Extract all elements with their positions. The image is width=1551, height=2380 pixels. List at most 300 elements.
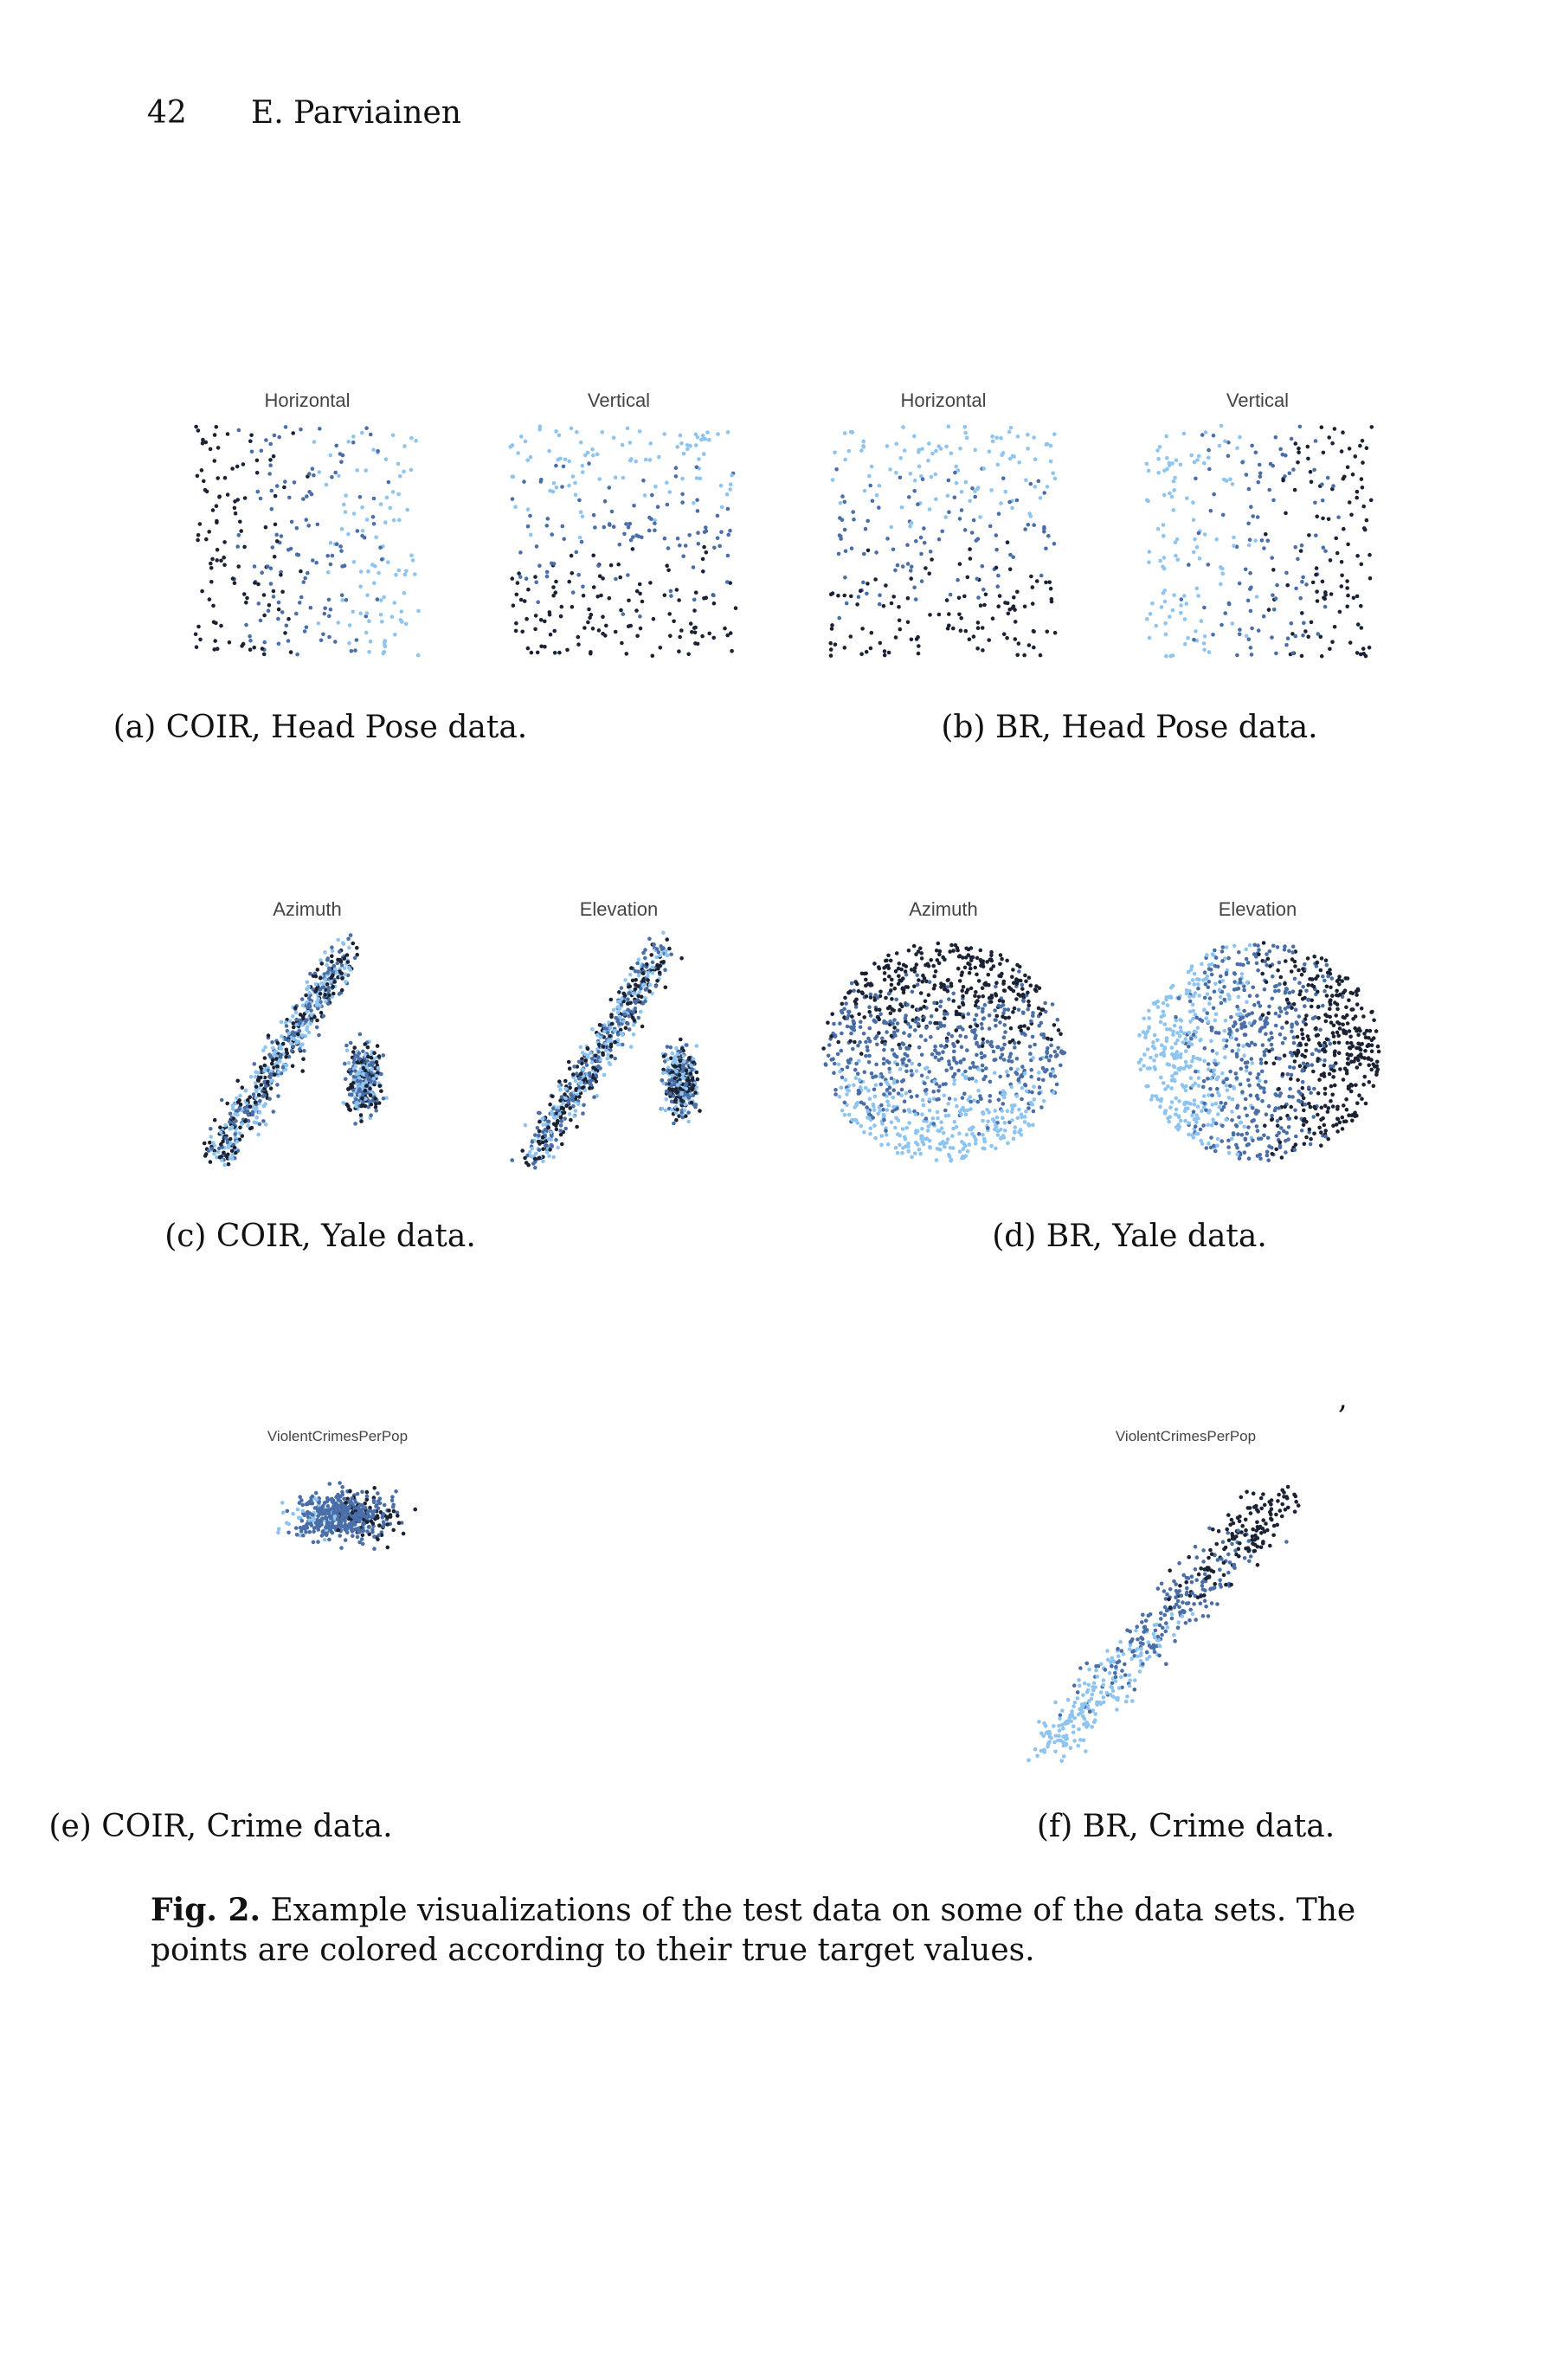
scatter-point xyxy=(1235,447,1239,451)
scatter-point xyxy=(998,962,1002,967)
scatter-point xyxy=(891,1088,896,1092)
scatter-point xyxy=(347,946,351,950)
scatter-point xyxy=(565,648,570,653)
scatter-point xyxy=(551,1106,556,1110)
scatter-point xyxy=(979,949,983,953)
scatter-point xyxy=(1298,425,1303,429)
scatter-point xyxy=(568,1082,572,1086)
scatter-point xyxy=(988,449,992,453)
scatter-point xyxy=(1313,501,1317,505)
scatter-point xyxy=(866,1110,870,1114)
scatter-point xyxy=(1342,1103,1346,1108)
scatter-point xyxy=(1001,1011,1006,1015)
scatter-point xyxy=(963,431,968,435)
scatter-point xyxy=(267,608,271,613)
scatter-point xyxy=(276,1094,280,1098)
scatter-point xyxy=(1237,1048,1241,1052)
scatter-point xyxy=(391,434,396,438)
scatter-point xyxy=(602,525,607,530)
scatter-point xyxy=(700,634,705,639)
scatter-point xyxy=(916,1142,920,1147)
scatter-point xyxy=(672,620,676,624)
scatter-point xyxy=(734,606,738,610)
scatter-point xyxy=(1017,969,1021,974)
scatter-point xyxy=(216,446,221,450)
scatter-point xyxy=(217,495,222,499)
scatter-point xyxy=(267,1033,271,1038)
scatter-point xyxy=(898,1046,903,1051)
scatter-point xyxy=(1368,576,1373,581)
scatter-point xyxy=(369,1084,373,1088)
scatter-point xyxy=(1338,610,1342,614)
scatter-point xyxy=(332,964,337,968)
scatter-point xyxy=(382,1097,386,1101)
scatter-point xyxy=(1059,1050,1064,1054)
scatter-point xyxy=(1001,1116,1005,1120)
scatter-point xyxy=(557,651,562,655)
scatter-point xyxy=(1340,560,1344,564)
scatter-point xyxy=(930,475,934,479)
scatter-point xyxy=(1031,585,1035,589)
scatter-point xyxy=(1185,496,1189,500)
scatter-point xyxy=(981,1110,985,1115)
scatter-point xyxy=(922,1142,926,1147)
scatter-point xyxy=(910,521,914,525)
scatter-point xyxy=(859,1085,863,1090)
scatter-point xyxy=(953,496,957,500)
scatter-point xyxy=(571,1072,576,1077)
scatter-point xyxy=(1056,1046,1060,1051)
scatter-point xyxy=(687,533,692,537)
scatter-point xyxy=(1011,454,1015,459)
scatter-point xyxy=(669,1045,673,1050)
scatter-point xyxy=(1309,1142,1313,1147)
scatter-point xyxy=(557,1084,562,1089)
scatter-point xyxy=(947,425,951,429)
scatter-point xyxy=(1029,983,1033,987)
scatter-point xyxy=(385,496,389,500)
scatter-point xyxy=(1245,473,1249,477)
scatter-point xyxy=(911,1005,915,1009)
scatter-point xyxy=(196,428,201,433)
scatter-point xyxy=(844,1077,848,1082)
scatter-point xyxy=(587,608,591,612)
scatter-point xyxy=(329,453,333,458)
scatter-point xyxy=(864,1054,868,1058)
scatter-point xyxy=(1041,1066,1046,1071)
scatter-point xyxy=(1259,1061,1264,1065)
scatter-point xyxy=(873,1095,878,1099)
scatter-point xyxy=(949,1066,954,1071)
scatter-point xyxy=(1253,538,1258,543)
scatter-point xyxy=(984,1066,988,1071)
scatter-point xyxy=(511,576,515,581)
scatter-point xyxy=(1023,1032,1027,1037)
scatter-point xyxy=(292,1045,296,1049)
scatter-point xyxy=(1207,963,1212,968)
scatter-point xyxy=(982,1137,987,1142)
scatter-point xyxy=(591,554,595,558)
scatter-point xyxy=(267,472,272,476)
scatter-point xyxy=(1196,1104,1200,1109)
scatter-point xyxy=(861,581,866,585)
scatter-point xyxy=(1329,1099,1333,1103)
scatter-point xyxy=(632,1032,636,1037)
scatter-point xyxy=(577,1095,582,1099)
scatter-point xyxy=(904,969,908,974)
scatter-point xyxy=(271,1046,275,1051)
scatter-point xyxy=(894,1146,898,1150)
scatter-point xyxy=(981,466,986,471)
scatter-point xyxy=(1267,1038,1271,1042)
scatter-point xyxy=(1301,997,1305,1001)
scatter-point xyxy=(379,502,383,506)
scatter-point xyxy=(280,590,285,595)
scatter-point xyxy=(329,541,333,545)
scatter-point xyxy=(351,942,356,946)
scatter-point xyxy=(1180,1019,1184,1023)
scatter-point xyxy=(400,620,404,624)
scatter-point xyxy=(901,1061,905,1065)
scatter-point xyxy=(956,1069,961,1073)
scatter-point xyxy=(951,1127,956,1131)
scatter-point xyxy=(670,1100,674,1104)
scatter-point xyxy=(1020,987,1025,991)
scatter-point xyxy=(989,1000,994,1004)
scatter-point xyxy=(887,651,891,655)
scatter-point xyxy=(993,1071,997,1075)
scatter-point xyxy=(685,447,690,452)
scatter-point xyxy=(338,949,342,954)
scatter-point xyxy=(595,453,600,457)
scatter-point xyxy=(661,930,666,935)
scatter-point xyxy=(1162,591,1166,595)
scatter-point xyxy=(897,605,901,609)
scatter-point xyxy=(1224,1117,1228,1122)
scatter-point xyxy=(1292,1066,1297,1071)
scatter-point xyxy=(1304,989,1309,994)
scatter-point xyxy=(1207,467,1212,472)
scatter-point xyxy=(1291,652,1296,656)
scatter-point xyxy=(272,595,276,599)
scatter-point xyxy=(1203,634,1207,639)
scatter-point xyxy=(586,1046,590,1051)
scatter-point xyxy=(1344,1006,1348,1010)
scatter-point xyxy=(1377,1050,1381,1054)
scatter-point xyxy=(1055,1083,1059,1087)
scatter-point xyxy=(262,1094,267,1098)
scatter-point xyxy=(1346,543,1350,547)
scatter-point xyxy=(1237,1116,1241,1120)
scatter-point xyxy=(894,471,898,475)
scatter-point xyxy=(219,1142,223,1147)
scatter-point xyxy=(590,1027,595,1032)
scatter-point xyxy=(627,991,632,995)
scatter-point xyxy=(921,1019,925,1023)
scatter-point xyxy=(1220,1108,1225,1112)
scatter-point xyxy=(923,976,927,981)
scatter-point xyxy=(857,595,861,599)
scatter-point xyxy=(336,962,340,966)
scatter-point xyxy=(965,436,969,441)
scatter-point xyxy=(907,1046,911,1051)
scatter-point xyxy=(937,953,942,957)
scatter-point xyxy=(879,1103,884,1108)
scatter-point xyxy=(988,1094,993,1098)
scatter-point xyxy=(1251,1138,1255,1142)
scatter-point xyxy=(382,652,386,656)
scatter-point xyxy=(1220,623,1224,627)
scatter-point xyxy=(556,1146,560,1150)
scatter-plot-d1 xyxy=(818,926,1069,1177)
scatter-point xyxy=(974,1079,978,1084)
scatter-point xyxy=(896,1021,900,1026)
scatter-point xyxy=(869,995,873,1000)
scatter-point xyxy=(1303,1004,1307,1008)
scatter-point xyxy=(1322,451,1326,455)
scatter-point xyxy=(1145,499,1149,503)
scatter-point xyxy=(1336,1034,1341,1039)
scatter-point xyxy=(963,966,968,970)
scatter-point xyxy=(1277,1057,1281,1061)
scatter-point xyxy=(1007,1059,1011,1064)
scatter-point xyxy=(1300,544,1304,548)
scatter-point xyxy=(836,1052,840,1057)
scatter-point xyxy=(1257,1136,1261,1141)
scatter-point xyxy=(1198,1039,1202,1043)
scatter-point xyxy=(994,1147,998,1151)
scatter-point xyxy=(330,954,334,958)
scatter-point xyxy=(523,1156,527,1161)
scatter-point xyxy=(643,956,647,961)
scatter-point xyxy=(685,1069,689,1073)
scatter-point xyxy=(1323,1087,1328,1091)
scatter-point xyxy=(1349,1007,1354,1012)
scatter-point xyxy=(586,451,590,455)
scatter-point xyxy=(1023,974,1027,978)
scatter-point xyxy=(612,1008,616,1013)
scatter-point xyxy=(305,518,309,522)
scatter-point xyxy=(213,1118,217,1122)
scatter-point xyxy=(1354,454,1358,459)
scatter-point xyxy=(689,1071,693,1076)
scatter-point xyxy=(656,505,660,509)
scatter-point xyxy=(976,1100,981,1104)
scatter-point xyxy=(519,434,524,439)
scatter-point xyxy=(1016,1116,1020,1121)
scatter-point xyxy=(874,1063,878,1067)
scatter-point xyxy=(1219,1101,1223,1105)
scatter-point xyxy=(1310,1005,1314,1009)
scatter-point xyxy=(209,562,213,566)
scatter-point xyxy=(1247,1013,1252,1017)
scatter-point xyxy=(614,630,618,634)
scatter-point xyxy=(360,1104,364,1109)
scatter-point xyxy=(1260,1070,1265,1074)
scatter-point xyxy=(996,574,1001,578)
scatter-point xyxy=(1277,989,1281,994)
scatter-point xyxy=(530,1147,534,1151)
scatter-point xyxy=(1159,1076,1163,1080)
scatter-point xyxy=(332,980,337,984)
scatter-point xyxy=(728,529,732,533)
scatter-point xyxy=(340,527,344,531)
scatter-point xyxy=(669,594,673,598)
scatter-point xyxy=(1249,586,1253,590)
scatter-point xyxy=(1249,505,1253,509)
scatter-point xyxy=(416,609,421,614)
scatter-point xyxy=(1270,635,1274,640)
scatter-point xyxy=(958,562,962,566)
scatter-point xyxy=(526,588,531,592)
scatter-point xyxy=(898,619,902,623)
scatter-point xyxy=(1032,629,1036,634)
scatter-point xyxy=(1356,1042,1361,1046)
scatter-point xyxy=(1298,596,1303,601)
scatter-point xyxy=(1323,1064,1327,1068)
scatter-point xyxy=(963,528,968,532)
scatter-point xyxy=(907,1034,911,1039)
scatter-point xyxy=(613,1057,617,1061)
scatter-point xyxy=(269,1072,274,1077)
scatter-point xyxy=(840,1076,845,1080)
scatter-point xyxy=(577,1089,582,1093)
scatter-point xyxy=(234,511,238,516)
scatter-point xyxy=(667,612,672,616)
scatter-point xyxy=(546,1126,550,1130)
scatter-point xyxy=(572,1114,576,1118)
scatter-point xyxy=(1151,1040,1155,1045)
scatter-point xyxy=(1302,1097,1306,1101)
scatter-point xyxy=(716,514,720,518)
scatter-point xyxy=(1271,944,1276,949)
scatter-point xyxy=(690,1086,694,1090)
scatter-point xyxy=(936,1116,940,1121)
scatter-point xyxy=(242,1110,247,1115)
scatter-point xyxy=(1352,596,1356,601)
scatter-point xyxy=(560,1119,564,1123)
scatter-point xyxy=(1220,1001,1224,1006)
scatter-point xyxy=(380,620,384,624)
plot-title-b1: Horizontal xyxy=(900,389,987,411)
scatter-point xyxy=(864,1086,868,1090)
scatter-point xyxy=(907,1058,911,1063)
scatter-point xyxy=(203,1142,207,1146)
scatter-point xyxy=(341,453,345,458)
scatter-point xyxy=(552,481,557,486)
scatter-point xyxy=(274,1050,278,1054)
scatter-point xyxy=(944,1068,949,1072)
scatter-point xyxy=(1335,551,1340,556)
scatter-point xyxy=(342,1101,346,1105)
scatter-point xyxy=(661,960,666,964)
scatter-point xyxy=(562,537,566,542)
scatter-point xyxy=(614,475,618,479)
scatter-point xyxy=(852,1084,856,1088)
scatter-point xyxy=(1188,1010,1193,1014)
scatter-point xyxy=(397,569,402,573)
plot-title-c1: Azimuth xyxy=(273,898,342,920)
scatter-point xyxy=(1053,1050,1058,1054)
scatter-point xyxy=(1220,1139,1224,1143)
scatter-point xyxy=(588,1074,592,1078)
scatter-point xyxy=(364,1089,368,1093)
scatter-point xyxy=(613,1029,617,1033)
scatter-point xyxy=(1214,1013,1219,1017)
scatter-point xyxy=(1206,992,1210,996)
scatter-point xyxy=(1006,1142,1010,1146)
scatter-point xyxy=(1239,1067,1244,1071)
scatter-point xyxy=(666,546,671,550)
scatter-point xyxy=(953,1120,957,1124)
scatter-point xyxy=(361,1050,365,1054)
scatter-point xyxy=(1306,445,1310,449)
scatter-point xyxy=(1033,1097,1037,1102)
scatter-point xyxy=(1224,1102,1228,1106)
scatter-point xyxy=(701,569,705,574)
scatter-point xyxy=(1367,1036,1371,1040)
scatter-point xyxy=(198,522,203,526)
scatter-point xyxy=(967,1012,971,1016)
scatter-point xyxy=(1147,560,1151,564)
scatter-point xyxy=(1002,632,1007,636)
scatter-point xyxy=(1349,513,1354,518)
scatter-point xyxy=(539,478,544,482)
scatter-point xyxy=(1187,1031,1192,1035)
scatter-point xyxy=(533,1166,537,1170)
scatter-point xyxy=(859,1124,864,1129)
scatter-point xyxy=(1275,583,1279,588)
scatter-point xyxy=(981,1069,985,1073)
scatter-point xyxy=(1351,473,1355,477)
scatter-point xyxy=(994,994,999,998)
scatter-point xyxy=(510,1158,514,1162)
scatter-point xyxy=(905,543,910,547)
scatter-point xyxy=(896,1063,900,1067)
scatter-point xyxy=(640,1025,645,1029)
scatter-point xyxy=(998,1075,1002,1079)
scatter-point xyxy=(1163,1045,1168,1050)
scatter-point xyxy=(885,1108,890,1112)
scatter-point xyxy=(1283,1053,1287,1058)
scatter-point xyxy=(370,1067,374,1071)
scatter-point xyxy=(1009,987,1014,992)
scatter-point xyxy=(836,1040,840,1045)
scatter-point xyxy=(319,992,323,996)
scatter-point xyxy=(1294,587,1298,591)
scatter-point xyxy=(919,1134,924,1138)
scatter-point xyxy=(845,1092,849,1097)
scatter-point xyxy=(520,1148,525,1153)
scatter-point xyxy=(277,642,281,646)
scatter-point xyxy=(1163,621,1168,626)
scatter-point xyxy=(659,646,663,650)
scatter-point xyxy=(681,554,685,558)
scatter-point xyxy=(1244,1137,1248,1142)
scatter-point xyxy=(1150,1094,1155,1098)
scatter-point xyxy=(1184,1037,1188,1041)
scatter-point xyxy=(692,501,696,505)
scatter-point xyxy=(570,605,575,609)
scatter-point xyxy=(1342,477,1346,481)
scatter-point xyxy=(882,1020,886,1024)
scatter-point xyxy=(982,1147,987,1151)
scatter-point xyxy=(976,621,981,625)
scatter-point xyxy=(212,621,216,625)
scatter-point xyxy=(668,1091,673,1096)
scatter-point xyxy=(667,1078,672,1083)
scatter-point xyxy=(346,937,351,942)
